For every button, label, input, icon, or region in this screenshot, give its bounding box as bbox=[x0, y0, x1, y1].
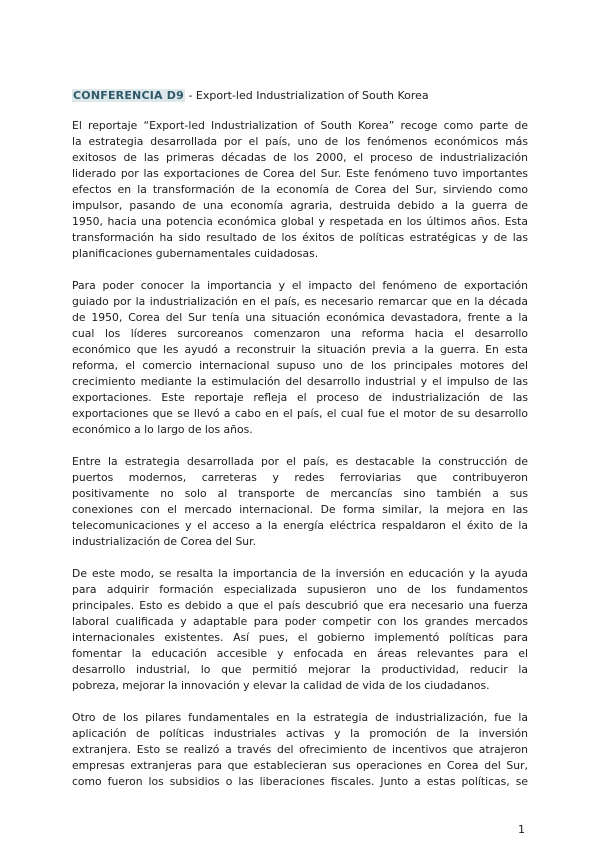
page-number: 1 bbox=[518, 823, 525, 836]
text-line: como fueron los subsidios o las liberaciones fiscales. Junto a estas políticas, se bbox=[72, 775, 528, 788]
text-line: para adquirir formación especializada supusieron uno de los fundamentos bbox=[72, 583, 528, 596]
text-line: Entre la estrategia desarrollada por el país, es destacable la construcción de bbox=[72, 455, 528, 468]
text-line: exportaciones. Este reportaje refleja el proceso de industrialización de las bbox=[72, 391, 528, 404]
text-line: exitosos de las primeras décadas de los 2000, el proceso de industrialización bbox=[72, 151, 528, 164]
text-line: guiado por la industrialización en el país, es necesario remarcar que en la década bbox=[72, 295, 528, 308]
text-line: laboral cualificada y adaptable para poder competir con los grandes mercados bbox=[72, 615, 528, 628]
text-line: puertos modernos, carreteras y redes ferroviarias que contribuyeron bbox=[72, 471, 528, 484]
text-line: pobreza, mejorar la innovación y elevar la calidad de vida de los ciudadanos. bbox=[72, 679, 490, 692]
text-line: reforma, el comercio internacional supuso uno de los principales motores del bbox=[72, 359, 528, 372]
text-line: positivamente no solo al transporte de mercancías sino también a sus bbox=[72, 487, 528, 500]
text-line: industrialización de Corea del Sur. bbox=[72, 535, 257, 548]
text-line: desarrollo industrial, lo que permitió mejorar la productividad, reducir la bbox=[72, 663, 528, 676]
text-line: telecomunicaciones y el acceso a la energía eléctrica respaldaron el éxito de la bbox=[72, 519, 528, 532]
paragraph bbox=[72, 566, 528, 694]
text-line: transformación ha sido resultado de los éxitos de políticas estratégicas y de las bbox=[72, 231, 528, 244]
text-line: 1950, hacia una potencia económica global y respetada en los últimos años. Esta bbox=[72, 215, 528, 228]
text-line: exportaciones que se llevó a cabo en el país, el cual fue el motor de su desarrollo bbox=[72, 407, 528, 420]
text-line: económico a lo largo de los años. bbox=[72, 423, 253, 436]
text-line: cual los líderes surcoreanos comenzaron una reforma hacia el desarrollo bbox=[72, 327, 528, 340]
text-line: económico que les ayudó a reconstruir la situación previa a la guerra. En esta bbox=[72, 343, 528, 356]
text-line: Otro de los pilares fundamentales en la estrategia de industrialización, fue la bbox=[72, 711, 528, 724]
text-line: extranjera. Esto se realizó a través del ofrecimiento de incentivos que atrajeron bbox=[72, 743, 528, 756]
text-line: Para poder conocer la importancia y el impacto del fenómeno de exportación bbox=[72, 279, 528, 292]
text-line: de 1950, Corea del Sur tenía una situación económica devastadora, frente a la bbox=[72, 311, 528, 324]
text-line: liderado por las exportaciones de Corea del Sur. Este fenómeno tuvo importantes bbox=[72, 167, 528, 180]
paragraph bbox=[72, 454, 528, 550]
text-line: De este modo, se resalta la importancia de la inversión en educación y la ayuda bbox=[72, 567, 528, 580]
text-line: internacionales existentes. Así pues, el gobierno implementó políticas para bbox=[72, 631, 528, 644]
text-line: El reportaje “Export-led Industrialization of South Korea” recoge como parte de bbox=[72, 119, 528, 132]
document-heading bbox=[72, 88, 429, 104]
text-line: planificaciones gubernamentales cuidadosas. bbox=[72, 247, 319, 260]
text-line: empresas extranjeras para que establecieran sus operaciones en Corea del Sur, bbox=[72, 759, 528, 772]
document-body bbox=[72, 118, 528, 806]
conference-label: CONFERENCIA D9 bbox=[73, 89, 184, 102]
paragraph bbox=[72, 710, 528, 790]
text-line: impulsor, pasando de una economía agraria, destruida debido a la guerra de bbox=[72, 199, 528, 212]
heading-title: - Export-led Industrialization of South Korea bbox=[184, 89, 429, 102]
paragraph bbox=[72, 118, 528, 262]
paragraph bbox=[72, 278, 528, 438]
text-line: aplicación de políticas industriales activas y la promoción de la inversión bbox=[72, 727, 528, 740]
text-line: la estrategia desarrollada por el país, uno de los fenómenos económicos más bbox=[72, 135, 528, 148]
text-line: efectos en la transformación de la economía de Corea del Sur, sirviendo como bbox=[72, 183, 528, 196]
text-line: fomentar la educación accesible y enfocada en áreas relevantes para el bbox=[72, 647, 528, 660]
text-line: crecimiento mediante la estimulación del desarrollo industrial y el impulso de las bbox=[72, 375, 528, 388]
text-line: conexiones con el mercado internacional. De forma similar, la mejora en las bbox=[72, 503, 528, 516]
text-line: principales. Esto es debido a que el país descubrió que era necesario una fuerza bbox=[72, 599, 528, 612]
